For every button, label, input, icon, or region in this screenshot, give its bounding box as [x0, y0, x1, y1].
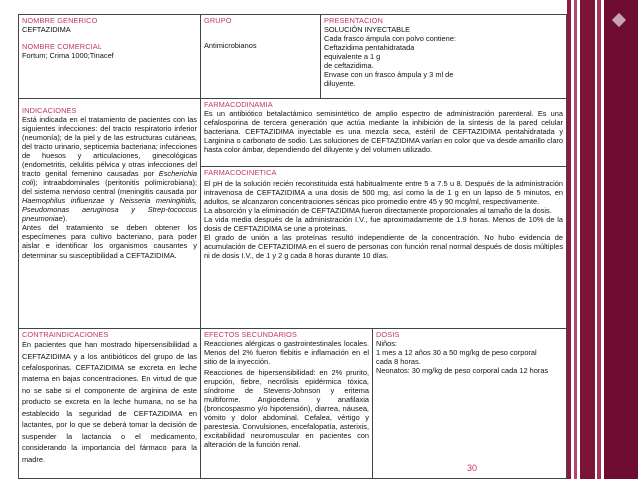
generic-name-cell [19, 15, 201, 99]
contraindications-label: CONTRAINDICACIONES [22, 330, 109, 339]
dose-line: Neonatos: 30 mg/kg de peso corporal cada 12 horas [376, 366, 549, 376]
decorative-stripe [574, 0, 577, 479]
decorative-stripe [604, 0, 638, 479]
pharmacokinetics-paragraph: El pH de la solución recién reconstituida está habitualmente entre 5 a 7.5 u 8. Después de la administración intravenosa de CEFTAZIDIMA a una dosis de 500 mg, así como la de 1 g en un lapso de 5 minutos, en adultos, se alcanzaron concentraciones séricas pico promedio entre 45 y 90 mcg/ml, respectivamente. [204, 179, 564, 207]
pharmacodynamics-cell [201, 99, 567, 167]
presentation-cell [321, 15, 567, 99]
contraindications-text: En pacientes que han mostrado hipersensibilidad a CEFTAZIDIMA y a los antibióticos del grupo de las cefalosporinas. CEFTAZIDIMA se excreta en leche materna en bajas concentraciones. En virtud de que no se sabe si el componente de arginina de este producto se excreta en la leche humana, no se ha establecido la seguridad de CEFTAZIDIMA en lactantes, por lo que se deberá tomar la decisión de suspender la lactancia o el medicamento, considerando la importancia del fármaco para la madre. [22, 340, 197, 464]
dose-line: cada 8 horas. [376, 357, 421, 367]
contraindications-cell [19, 329, 201, 479]
pharmacodynamics-text: Es un antibiótico betalactámico semisintético de amplio espectro de administración parenteral. Es una cefalosporina de tercera generación que actúa mediante la inhibición de la síntesis de la pared celular bacteriana. CEFTAZIDIMA inyectable es una mezcla seca, estéril de CEFTAZIDIMA pentahidratada y Larginina o carbonato de sodio. Las soluciones de CEFTAZIDIMA varían en color que va desde amarillo claro hasta color ámbar, dependiendo del diluyente y del volumen utilizado. [204, 109, 564, 155]
side-effects-label: EFECTOS SECUNDARIOS [204, 330, 297, 339]
group-label: GRUPO [204, 16, 232, 25]
dose-line: 1 mes a 12 años 30 a 50 mg/kg de peso corporal [376, 348, 537, 358]
pharmacokinetics-paragraph: La absorción y la eliminación de CEFTAZIDIMA fueron directamente proporcionales al tamaño de la dosis. [204, 206, 552, 216]
indications-cell [19, 99, 201, 329]
presentation-line: diluyente. [324, 79, 356, 89]
dose-label: DOSIS [376, 330, 400, 339]
side-effects-paragraph: Reacciones alérgicas o gastrointestinales locales. Menos del 2% fueron flebitis e inflamación en el sitio de la inyección. [204, 339, 369, 367]
presentation-line: de ceftazidima. [324, 61, 374, 71]
decorative-stripe [597, 0, 601, 479]
group-value: Antimicrobianos [204, 41, 257, 51]
presentation-label: PRESENTACION [324, 16, 383, 25]
presentation-line: equivalente a 1 g [324, 52, 381, 62]
decorative-stripe [567, 0, 571, 479]
presentation-line: Envase con un frasco ámpula y 3 ml de [324, 70, 454, 80]
drug-info-table [18, 14, 567, 479]
commercial-name-value: Fortum; Crima 1000;Tinacef [22, 51, 114, 61]
pharmacodynamics-label: FARMACODINAMIA [204, 100, 273, 109]
generic-name-label: NOMBRE GENERICO [22, 16, 98, 25]
table-row [19, 329, 567, 479]
page-number: 30 [467, 463, 478, 473]
generic-name-value: CEFTAZIDIMA [22, 25, 71, 35]
presentation-line: Cada frasco ámpula con polvo contiene: [324, 34, 456, 44]
pharmacokinetics-cell [201, 167, 567, 329]
table-row [19, 15, 567, 99]
pharmacokinetics-paragraph: El grado de unión a las proteínas resultó independiente de la concentración. No hubo evidencia de acumulación de CEFTAZIDIMA en el suero de personas con función renal normal después de dosis múltiples ni de dosis I.V., de 1 y 2 g cada 8 horas durante 10 días. [204, 233, 564, 261]
dose-line: Niños: [376, 339, 397, 349]
pharmacokinetics-label: FARMACOCINETICA [204, 168, 277, 177]
indications-text-2: Antes del tratamiento se deben obtener los especímenes para cultivo bacteriano, para poder aislar e identificar los organismos causantes y determinar su susceptibilidad a CEFTAZIDIMA. [22, 223, 197, 260]
indications-text: Está indicada en el tratamiento de pacientes con las siguientes infecciones: del tracto respiratorio inferior (neumonía); de la piel y de las estructuras cutáneas, del tracto urinario, septicemia bacteriana; infecciones de huesos y articulaciones, ginecológicas (endometritis, celulitis pélvica y otras infecciones del tracto genital femenino causadas por Escherichia coli); intraabdominales (peritonitis polimicrobiana); del sistema nervioso central (meningitis causada por Haemophilus influenzae y Neisseria meningitidis, Pseudomonas aeruginosa y Strep-tococcus pneumoniae). [22, 115, 197, 224]
presentation-line: SOLUCIÓN INYECTABLE [324, 25, 411, 35]
side-effects-paragraph: Reacciones de hipersensibilidad: en 2% prurito, erupción, fiebre, necrólisis epidérmica tóxica, síndrome de Stevens-Johnson y eritema multiforme. Angioedema y anafilaxia (broncospasmo y/o hipotensión), diarrea, náusea, vómito y dolor abdominal. Cefalea, vértigo y parestesia. Convulsiones, encefalopatía, asterixis, excitabilidad neuromuscular en pacientes con alteración de la función renal. [204, 368, 369, 450]
pharmacokinetics-paragraph: La vida media después de la administración I.V., fue aproximadamente de 1.9 horas. Menos de 10% de la dosis de CEFTAZIDIMA se une a proteínas. [204, 215, 564, 234]
decorative-stripe [580, 0, 595, 479]
presentation-line: Ceftazidima pentahidratada [324, 43, 415, 53]
indications-label: INDICACIONES [22, 106, 77, 115]
dose-cell [373, 329, 567, 479]
side-effects-cell [201, 329, 373, 479]
group-cell [201, 15, 321, 99]
commercial-name-label: NOMBRE COMERCIAL [22, 42, 103, 52]
table-row [19, 99, 567, 167]
